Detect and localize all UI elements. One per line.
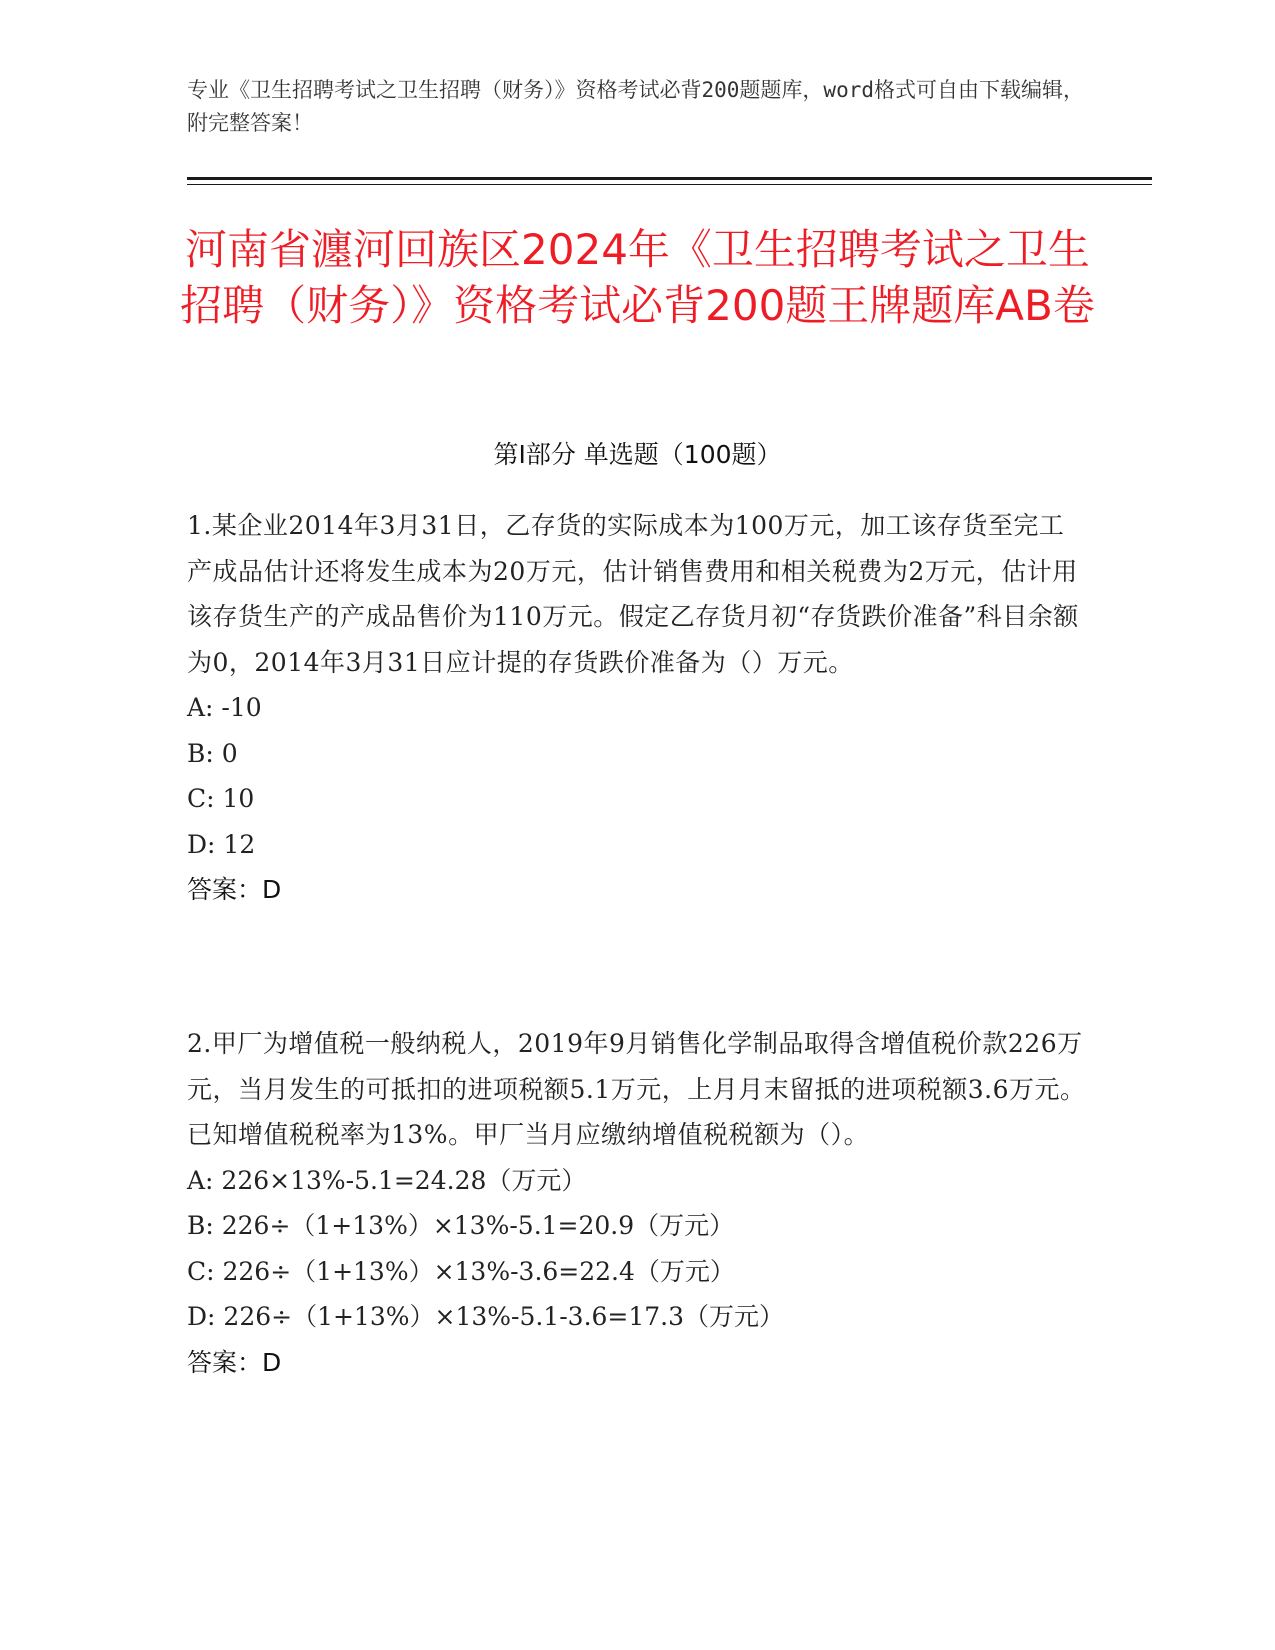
answer-line: 答案：D — [187, 1347, 282, 1377]
option-c: C: 10 — [187, 784, 255, 813]
option-a: A: -10 — [187, 693, 262, 722]
section-heading: 第Ⅰ部分 单选题（100题） — [493, 440, 782, 469]
question-1 — [187, 503, 1087, 913]
question-stem: 1.某企业2014年3月31日，乙存货的实际成本为100万元，加工该存货至完工产成品估计还将发生成本为20万元，估计销售费用和相关税费为2万元，估计用该存货生产的产成品售价为110万元。假定乙存货月初“存货跌价准备”科目余额为0，2014年3月31日应计提的存货跌价准备为（）万元。 — [187, 511, 1079, 677]
question-stem: 2.甲厂为增值税一般纳税人，2019年9月销售化学制品取得含增值税价款226万元，当月发生的可抵扣的进项税额5.1万元，上月月末留抵的进项税额3.6万元。已知增值税税率为13%。甲厂当月应缴纳增值税税额为（）。 — [187, 1029, 1086, 1149]
header-divider-thick — [187, 177, 1152, 180]
option-d: D: 226÷（1+13%）×13%-5.1-3.6=17.3（万元） — [187, 1302, 785, 1331]
option-b: B: 0 — [187, 738, 238, 768]
header-note: 专业《卫生招聘考试之卫生招聘（财务）》资格考试必背200题题库，word格式可自由下载编辑，附完整答案！ — [187, 78, 1084, 135]
document-title: 河南省瀍河回族区2024年《卫生招聘考试之卫生招聘（财务）》资格考试必背200题王牌题库AB卷 — [180, 225, 1095, 330]
option-d: D: 12 — [187, 829, 256, 859]
question-2 — [187, 1021, 1087, 1385]
option-b: B: 226÷（1+13%）×13%-5.1=20.9（万元） — [187, 1211, 735, 1240]
option-a: A: 226×13%-5.1=24.28（万元） — [187, 1165, 587, 1195]
header-divider-thin — [187, 184, 1152, 185]
option-c: C: 226÷（1+13%）×13%-3.6=22.4（万元） — [187, 1256, 735, 1286]
answer-line: 答案：D — [187, 875, 282, 904]
